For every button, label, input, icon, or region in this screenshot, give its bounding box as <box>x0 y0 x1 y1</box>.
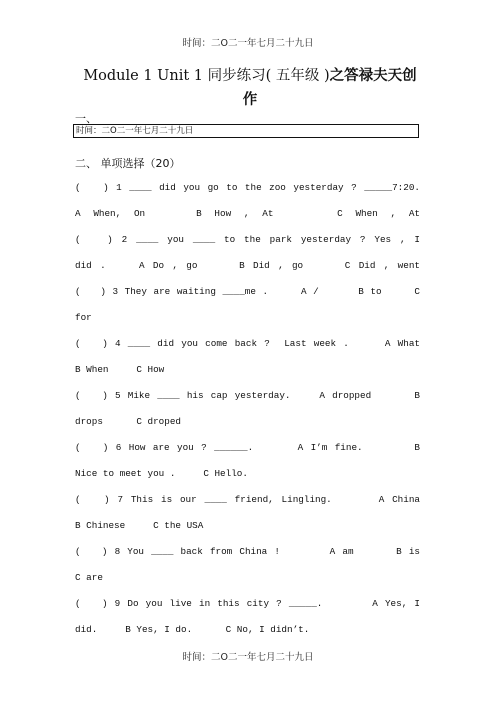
page-header: 时间：二O二一年七月二十九日 <box>182 38 314 49</box>
question-line: ( ) 4 ____ did you come back ? Last week . A What <box>75 338 420 349</box>
question-line: drops C droped <box>75 416 182 427</box>
question-line: ( ) 6 How are you ? ______. A I’m fine. B <box>75 442 420 453</box>
section-1-boxed-text: 时间：二O二一年七月二十九日 <box>73 124 419 138</box>
question-line: ( ) 9 Do you live in this city ? _____. A Yes, I <box>75 598 420 609</box>
question-line: ( ) 2 ____ you ____ to the park yesterday ? Yes , I <box>75 234 420 245</box>
title-suffix: 之答禄夫天创 <box>329 67 417 84</box>
question-line: ( ) 8 You ____ back from China ! A am B is <box>75 546 420 557</box>
question-line: ( ) 1 ____ did you go to the zoo yesterday ? _____7:20. <box>75 182 420 193</box>
question-line: Nice to meet you . C Hello. <box>75 468 248 479</box>
question-line: A When, On B How , At C When , At <box>75 208 420 219</box>
question-line: B Chinese C the USA <box>75 520 204 531</box>
section-1-label: 一、 <box>75 112 97 125</box>
title-main: Module 1 Unit 1 同步练习( 五年级 ) <box>83 68 330 84</box>
question-line: C are <box>75 572 103 583</box>
section-2-heading: 二、 单项选择（20） <box>75 157 181 170</box>
page-footer: 时间：二O二一年七月二十九日 <box>182 652 314 663</box>
question-line: ( ) 7 This is our ____ friend, Lingling. A China <box>75 494 420 505</box>
question-line: ( ) 3 They are waiting ____me . A / B to C <box>75 286 420 297</box>
title-line2: 作 <box>242 91 258 108</box>
question-line: did . A Do , go B Did , go C Did , went <box>75 260 420 271</box>
question-line: B When C How <box>75 364 165 375</box>
question-line: for <box>75 312 92 323</box>
question-line: ( ) 5 Mike ____ his cap yesterday. A dropped B <box>75 390 420 401</box>
question-line: did. B Yes, I do. C No, I didn’t. <box>75 624 310 635</box>
document-title <box>70 64 430 112</box>
